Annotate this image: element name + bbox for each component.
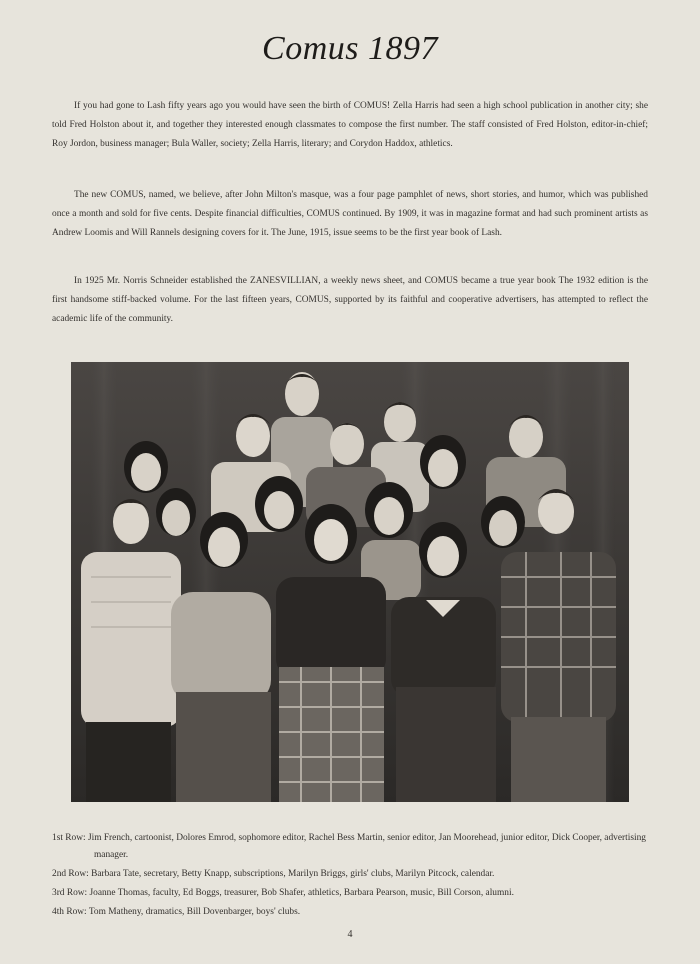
page-number: 4 bbox=[347, 929, 353, 940]
caption-row-2: 2nd Row: Barbara Tate, secretary, Betty Knapp, subscriptions, Marilyn Briggs, girls' clubs, Marilyn Pitcock, calendar. bbox=[52, 869, 495, 879]
history-paragraph-2 bbox=[52, 186, 648, 243]
paragraph-text: In 1925 Mr. Norris Schneider established the ZANESVILLIAN, a weekly news sheet, and COMUS became a true year book The 1932 edition is the first handsome stiff-backed volume. For the last fifteen years, COMUS, supported by its faithful and cooperative advertisers, has attempted to reflect the academic life of the community. bbox=[52, 276, 648, 324]
group-photo-icon bbox=[71, 362, 629, 802]
staff-group-photo bbox=[71, 362, 629, 802]
history-paragraph-3 bbox=[52, 272, 648, 329]
page-title: Comus 1897 bbox=[262, 30, 438, 67]
photo-captions bbox=[52, 830, 652, 923]
caption-row-3: 3rd Row: Joanne Thomas, faculty, Ed Boggs, treasurer, Bob Shafer, athletics, Barbara Pearson, music, Bill Corson, alumni. bbox=[52, 888, 514, 898]
caption-row-4: 4th Row: Tom Matheny, dramatics, Bill Dovenbarger, boys' clubs. bbox=[52, 907, 301, 917]
caption-row-1: 1st Row: Jim French, cartoonist, Dolores Emrod, sophomore editor, Rachel Bess Martin, senior editor, Jan Moorehead, junior editor, Dick Cooper, advertising manager. bbox=[52, 833, 646, 860]
history-paragraph-1 bbox=[52, 97, 648, 154]
paragraph-text: The new COMUS, named, we believe, after John Milton's masque, was a four page pamphlet of news, short stories, and humor, which was published once a month and sold for five cents. Despite financial difficulties, COMUS continued. By 1909, it was in magazine format and had such prominent artists as Andrew Loomis and Will Rannels designing covers for it. The June, 1915, issue seems to be the first year book of Lash. bbox=[52, 190, 648, 238]
paragraph-text: If you had gone to Lash fifty years ago you would have seen the birth of COMUS! Zella Harris had seen a high school publication in another city; she told Fred Holston about it, and together they interested enough classmates to compose the first number. The staff consisted of Fred Holston, editor-in-chief; Roy Jordon, business manager; Bula Waller, society; Zella Harris, literary; and Corydon Haddox, athletics. bbox=[52, 101, 648, 149]
